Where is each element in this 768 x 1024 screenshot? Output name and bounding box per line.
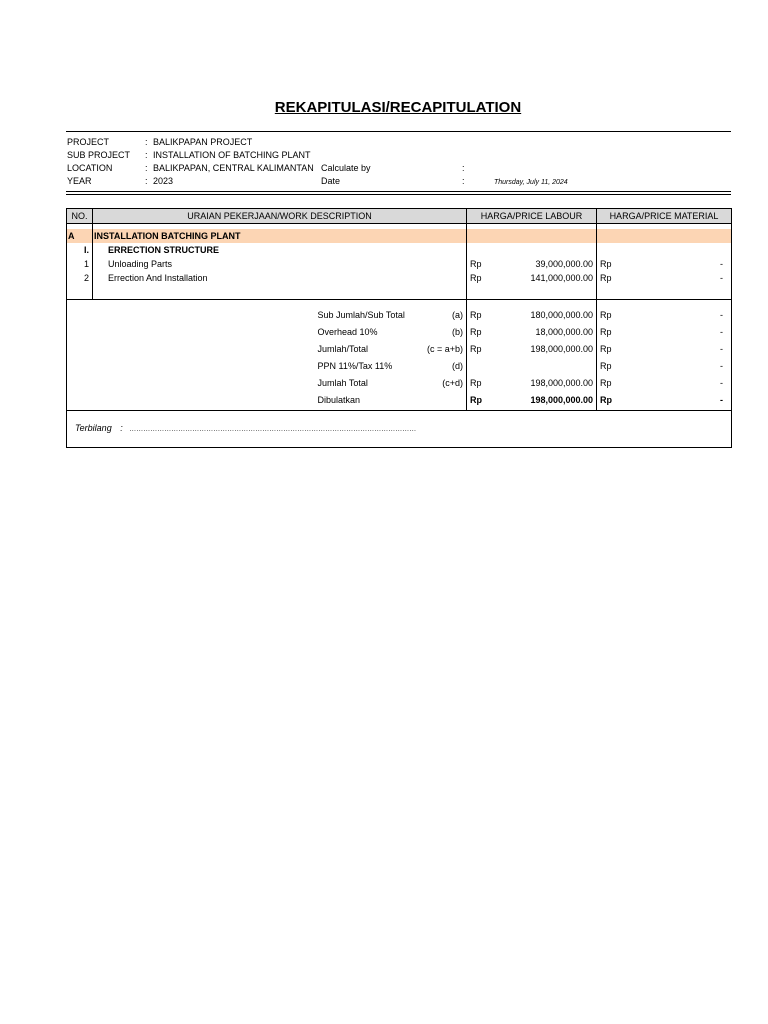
- project-colon: :: [145, 137, 148, 147]
- year-value: 2023: [153, 176, 174, 186]
- summary-code: (d): [452, 360, 463, 371]
- summary-row-overhead: [67, 323, 732, 340]
- material-cell: [597, 340, 732, 357]
- material-cell: [597, 323, 732, 340]
- material-currency: Rp: [600, 259, 612, 269]
- material-amount: -: [720, 273, 723, 283]
- sub-project-colon: :: [145, 150, 148, 160]
- labour-currency: Rp: [470, 343, 482, 354]
- item-description: Errection And Installation: [93, 271, 467, 285]
- terbilang-label: Terbilang: [75, 422, 112, 433]
- labour-cell: [467, 271, 597, 285]
- material-currency: Rp: [600, 377, 612, 388]
- page-title: REKAPITULASI/RECAPITULATION: [274, 99, 522, 116]
- summary-row-rounded: [67, 391, 732, 410]
- location-colon: :: [145, 163, 148, 173]
- year-label: YEAR: [67, 176, 92, 186]
- recap-table: [66, 208, 732, 448]
- material-amount: -: [720, 326, 723, 337]
- location-value: BALIKPAPAN, CENTRAL KALIMANTAN: [153, 163, 314, 173]
- labour-cell: [467, 357, 597, 374]
- labour-cell: [467, 391, 597, 410]
- header-price-labour: HARGA/PRICE LABOUR: [467, 209, 597, 224]
- summary-label: Overhead 10%: [317, 326, 378, 337]
- labour-cell: [467, 306, 597, 323]
- labour-amount: 39,000,000.00: [535, 259, 593, 269]
- item-description: Unloading Parts: [93, 257, 467, 271]
- labour-currency: Rp: [470, 273, 482, 283]
- material-cell: [597, 271, 732, 285]
- table-header-row: [67, 209, 732, 224]
- material-currency: Rp: [600, 395, 612, 406]
- year-colon: :: [145, 176, 148, 186]
- project-label: PROJECT: [67, 137, 110, 147]
- terbilang-row: [67, 410, 732, 447]
- date-label: Date: [321, 176, 341, 186]
- labour-cell: [467, 257, 597, 271]
- sub-project-label: SUB PROJECT: [67, 150, 131, 160]
- header-description: URAIAN PEKERJAAN/WORK DESCRIPTION: [93, 209, 467, 224]
- header-price-material: HARGA/PRICE MATERIAL: [597, 209, 732, 224]
- material-amount: -: [720, 360, 723, 371]
- material-currency: Rp: [600, 360, 612, 371]
- subsection-row: [67, 243, 732, 257]
- labour-currency: Rp: [470, 309, 482, 320]
- labour-currency: Rp: [470, 377, 482, 388]
- terbilang-cell: [67, 410, 732, 447]
- material-cell: [597, 257, 732, 271]
- header-no: NO.: [67, 209, 93, 224]
- date-colon: :: [462, 176, 465, 186]
- summary-code: (b): [452, 326, 463, 337]
- terbilang-separator: :: [120, 422, 123, 433]
- section-description: INSTALLATION BATCHING PLANT: [93, 229, 467, 243]
- table-row: [67, 257, 732, 271]
- material-cell: [597, 357, 732, 374]
- material-amount: -: [720, 343, 723, 354]
- section-no: A: [67, 229, 93, 243]
- divider: [66, 131, 731, 132]
- material-cell: [597, 374, 732, 391]
- labour-amount: 180,000,000.00: [530, 309, 593, 320]
- summary-row-grand-total: [67, 374, 732, 391]
- material-currency: Rp: [600, 326, 612, 337]
- material-currency: Rp: [600, 343, 612, 354]
- labour-currency: Rp: [470, 395, 482, 406]
- labour-amount: 18,000,000.00: [535, 326, 593, 337]
- labour-amount: 141,000,000.00: [530, 273, 593, 283]
- calculate-by-colon: :: [462, 163, 465, 173]
- summary-row-tax: [67, 357, 732, 374]
- material-cell: [597, 391, 732, 410]
- material-cell: [597, 306, 732, 323]
- material-currency: Rp: [600, 273, 612, 283]
- subsection-description: ERRECTION STRUCTURE: [93, 243, 467, 257]
- labour-amount: 198,000,000.00: [530, 395, 593, 406]
- calculate-by-label: Calculate by: [321, 163, 371, 173]
- material-amount: -: [720, 309, 723, 320]
- labour-cell: [467, 323, 597, 340]
- project-value: BALIKPAPAN PROJECT: [153, 137, 253, 147]
- summary-row-total: [67, 340, 732, 357]
- terbilang-dots: ……………………………………………………………………………………………………………: [129, 425, 417, 433]
- summary-label: PPN 11%/Tax 11%: [317, 360, 393, 371]
- summary-label: Jumlah/Total: [317, 343, 369, 354]
- divider: [66, 194, 731, 195]
- material-amount: -: [720, 377, 723, 388]
- summary-label: Jumlah Total: [317, 377, 368, 388]
- summary-label: Dibulatkan: [315, 391, 423, 410]
- summary-row-subtotal: [67, 306, 732, 323]
- summary-label: Sub Jumlah/Sub Total: [317, 309, 405, 320]
- date-value: Thursday, July 11, 2024: [494, 179, 568, 186]
- summary-code: (c = a+b): [426, 343, 463, 354]
- location-label: LOCATION: [67, 163, 113, 173]
- section-row: [67, 229, 732, 243]
- labour-amount: 198,000,000.00: [530, 377, 593, 388]
- item-no: 1: [67, 257, 93, 271]
- sub-project-value: INSTALLATION OF BATCHING PLANT: [153, 150, 311, 160]
- labour-amount: 198,000,000.00: [530, 343, 593, 354]
- divider: [66, 191, 731, 192]
- material-currency: Rp: [600, 309, 612, 320]
- labour-currency: Rp: [470, 326, 482, 337]
- summary-code: (a): [452, 309, 463, 320]
- material-amount: -: [720, 259, 723, 269]
- table-row: [67, 271, 732, 285]
- summary-code: [423, 391, 467, 410]
- material-amount: -: [720, 395, 723, 406]
- labour-cell: [467, 374, 597, 391]
- labour-cell: [467, 340, 597, 357]
- spacer-row: [67, 285, 732, 300]
- subsection-no: I.: [67, 243, 93, 257]
- labour-currency: Rp: [470, 259, 482, 269]
- item-no: 2: [67, 271, 93, 285]
- summary-code: (c+d): [442, 377, 463, 388]
